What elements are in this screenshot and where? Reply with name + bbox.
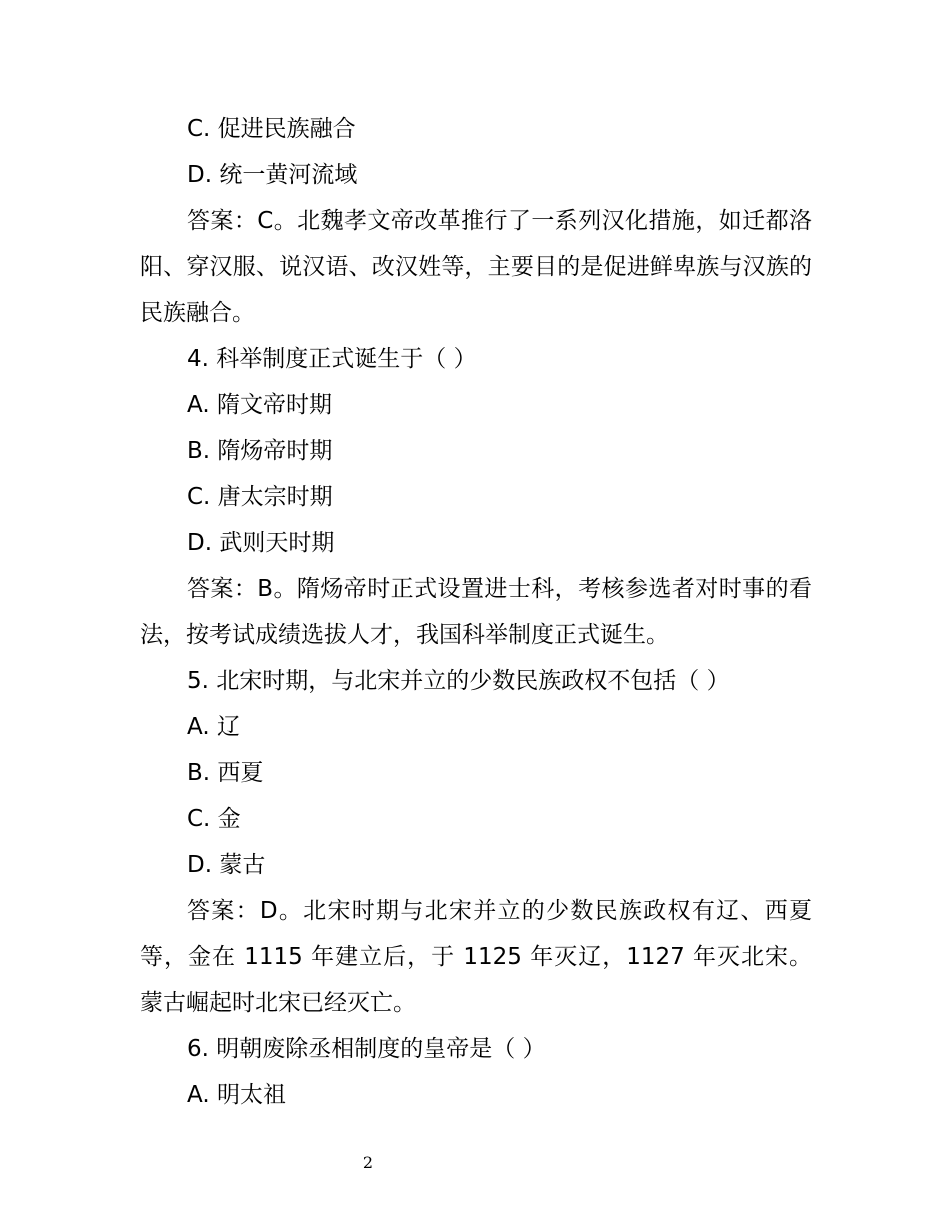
answer-q3: 答案：C。北魏孝文帝改革推行了一系列汉化措施，如迁都洛阳、穿汉服、说汉语、改汉姓等，主要目的是促进鲜卑族与汉族的民族融合。 bbox=[140, 208, 812, 326]
option-d-q4: D. 武则天时期 bbox=[187, 530, 335, 556]
document-body bbox=[140, 106, 812, 1118]
option-b-q4: B. 隋炀帝时期 bbox=[187, 438, 333, 464]
question-4: 4. 科举制度正式诞生于（ ） bbox=[187, 346, 477, 372]
answer-q4: 答案：B。隋炀帝时正式设置进士科，考核参选者对时事的看法，按考试成绩选拔人才，我国科举制度正式诞生。 bbox=[140, 576, 812, 648]
option-b-q5: B. 西夏 bbox=[187, 760, 264, 786]
option-d-q3: D. 统一黄河流域 bbox=[187, 162, 358, 188]
option-a-q6: A. 明太祖 bbox=[187, 1082, 286, 1108]
option-c-q3: C. 促进民族融合 bbox=[187, 116, 356, 142]
option-a-q4: A. 隋文帝时期 bbox=[187, 392, 332, 418]
option-a-q5: A. 辽 bbox=[187, 714, 240, 740]
option-d-q5: D. 蒙古 bbox=[187, 852, 266, 878]
option-c-q5: C. 金 bbox=[187, 806, 241, 832]
page-number: 2 bbox=[362, 1153, 374, 1172]
question-6: 6. 明朝废除丞相制度的皇帝是（ ） bbox=[187, 1036, 546, 1062]
question-5: 5. 北宋时期，与北宋并立的少数民族政权不包括（ ） bbox=[187, 668, 730, 694]
option-c-q4: C. 唐太宗时期 bbox=[187, 484, 333, 510]
answer-q5: 答案：D。北宋时期与北宋并立的少数民族政权有辽、西夏等，金在 1115 年建立后，于 1125 年灭辽，1127 年灭北宋。蒙古崛起时北宋已经灭亡。 bbox=[140, 898, 812, 1016]
